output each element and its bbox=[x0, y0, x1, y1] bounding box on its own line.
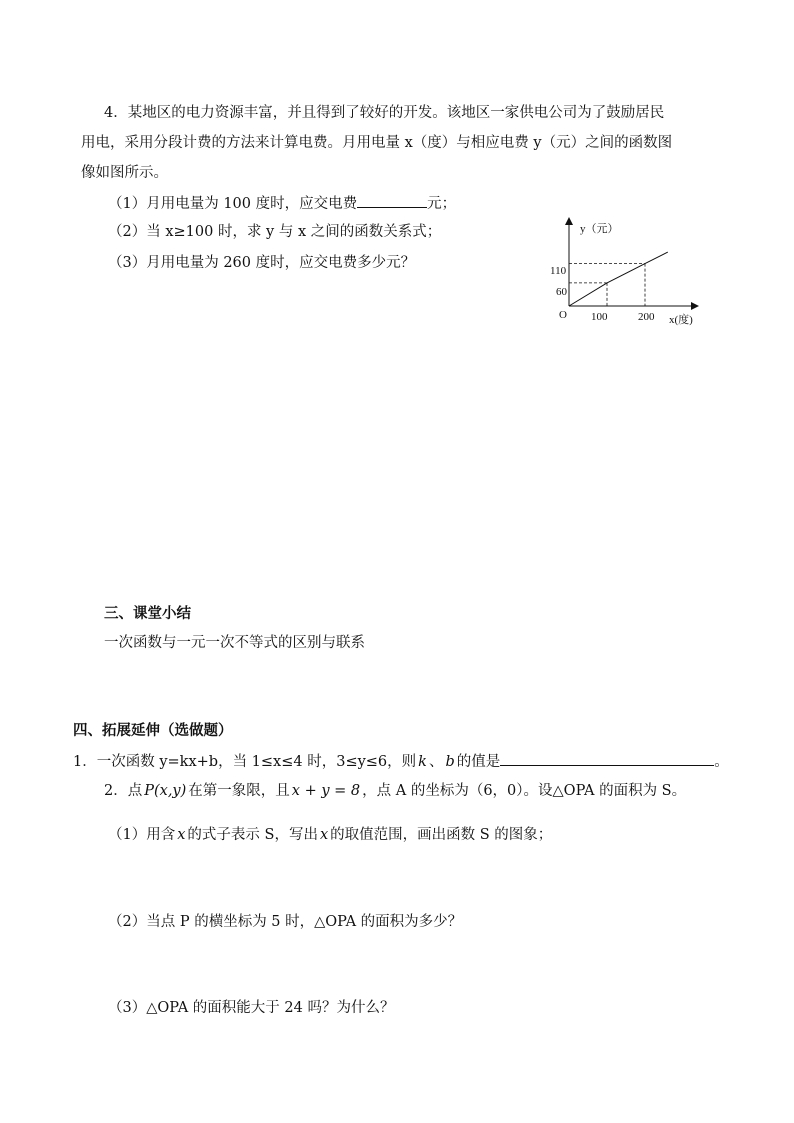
ext-q2 bbox=[104, 781, 686, 801]
answer-blank bbox=[500, 751, 714, 766]
x-tick-label-200: 200 bbox=[638, 311, 655, 323]
ext-q1-sep: 、 bbox=[428, 754, 444, 770]
section3-content: 一次函数与一元一次不等式的区别与联系 bbox=[104, 635, 365, 651]
point-p: P(x,y) bbox=[144, 783, 187, 799]
sub1-part-c: 的取值范围，画出函数 S 的图象； bbox=[330, 827, 553, 843]
answer-blank bbox=[357, 193, 427, 208]
var-x: x bbox=[177, 827, 186, 843]
ext-q2-sub3: （3）△OPA 的面积能大于 24 吗？为什么？ bbox=[108, 1000, 395, 1016]
x-tick-label-100: 100 bbox=[591, 311, 608, 323]
var-b: b bbox=[445, 754, 455, 770]
q4-part3: （3）月用电量为 260 度时，应交电费多少元？ bbox=[108, 255, 416, 271]
y-tick-label-110: 110 bbox=[550, 265, 567, 277]
ext-q1-prefix: 1．一次函数 y=kx+b，当 1≤x≤4 时，3≤y≤6，则 bbox=[73, 754, 417, 770]
equation: x + y = 8 bbox=[291, 783, 361, 799]
x-axis-label: x(度) bbox=[669, 314, 693, 326]
var-x: x bbox=[319, 827, 329, 843]
y-axis-label: y（元） bbox=[580, 223, 619, 235]
fee-series-line bbox=[569, 252, 668, 306]
y-tick-label-60: 60 bbox=[556, 286, 567, 298]
ext-q2-prefix: 2．点 bbox=[104, 783, 143, 799]
q4-intro-line1: 4．某地区的电力资源丰富，并且得到了较好的开发。该地区一家供电公司为了鼓励居民 bbox=[104, 105, 665, 121]
section3-heading: 三、课堂小结 bbox=[104, 605, 191, 622]
var-k: k bbox=[418, 754, 427, 770]
q4-intro-line3: 像如图所示。 bbox=[81, 165, 168, 181]
ext-q1 bbox=[73, 751, 729, 772]
origin-label: O bbox=[559, 309, 567, 321]
q4-part2: （2）当 x≥100 时，求 y 与 x 之间的函数关系式； bbox=[108, 224, 442, 240]
q4-part1-suffix: 元； bbox=[427, 196, 457, 212]
section4-heading: 四、拓展延伸（选做题） bbox=[73, 722, 233, 739]
electricity-fee-graph bbox=[548, 216, 713, 332]
ext-q2-mid2: ，点 A 的坐标为（6，0）。设△OPA 的面积为 S。 bbox=[362, 783, 687, 799]
ext-q2-sub1 bbox=[108, 825, 552, 845]
ext-q1-end: 。 bbox=[714, 754, 729, 770]
sub1-part-b: 的式子表示 S，写出 bbox=[187, 827, 318, 843]
ext-q2-mid1: 在第一象限，且 bbox=[188, 783, 290, 799]
q4-part1 bbox=[108, 193, 456, 214]
q4-intro-line2: 用电，采用分段计费的方法来计算电费。月用电量 x（度）与相应电费 y（元）之间的函数图 bbox=[81, 135, 673, 151]
ext-q2-sub2: （2）当点 P 的横坐标为 5 时，△OPA 的面积为多少？ bbox=[108, 914, 463, 930]
ext-q1-mid: 的值是 bbox=[456, 754, 501, 770]
q4-part1-prefix: （1）月用电量为 100 度时，应交电费 bbox=[108, 196, 358, 212]
sub1-part-a: （1）用含 bbox=[108, 827, 176, 843]
